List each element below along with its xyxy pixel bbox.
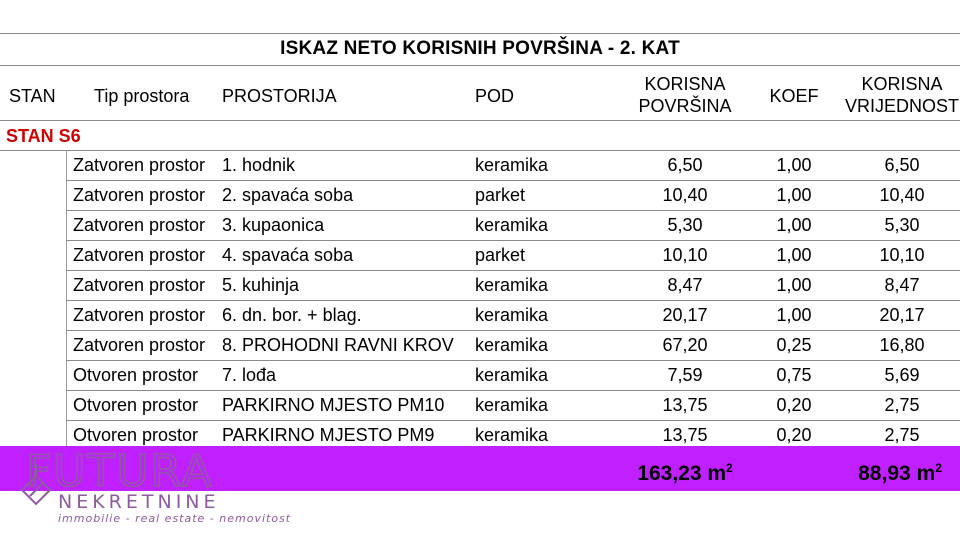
cell-pod: parket xyxy=(475,185,526,205)
total-vrijednost-value: 88,93 m xyxy=(858,462,936,485)
header-prostorija: PROSTORIJA xyxy=(222,86,337,106)
cell-korisna-povrsina: 20,17 xyxy=(662,305,708,325)
header-tip-prostora: Tip prostora xyxy=(94,86,190,106)
rule-title-bottom xyxy=(0,65,960,66)
cell-korisna-vrijednost: 5,69 xyxy=(884,365,920,385)
cell-korisna-vrijednost: 20,17 xyxy=(879,305,925,325)
cell-tip-prostora: Zatvoren prostor xyxy=(73,335,206,355)
cell-prostorija: 3. kupaonica xyxy=(222,215,325,235)
cell-koef: 0,20 xyxy=(776,395,812,415)
cell-korisna-povrsina: 13,75 xyxy=(662,425,708,445)
header-korisna-povrsina-line2: POVRŠINA xyxy=(638,96,732,116)
cell-tip-prostora: Zatvoren prostor xyxy=(73,305,206,325)
cell-korisna-vrijednost: 8,47 xyxy=(884,275,920,295)
cell-prostorija: 6. dn. bor. + blag. xyxy=(222,305,362,325)
cell-korisna-povrsina: 67,20 xyxy=(662,335,708,355)
cell-tip-prostora: Zatvoren prostor xyxy=(73,155,206,175)
cell-pod: keramika xyxy=(475,305,549,325)
cell-korisna-vrijednost: 2,75 xyxy=(884,425,920,445)
header-pod: POD xyxy=(475,86,515,106)
table-row xyxy=(0,270,960,300)
cell-tip-prostora: Otvoren prostor xyxy=(73,395,199,415)
total-povrsina-value: 163,23 m xyxy=(637,462,727,485)
total-korisna-povrsina xyxy=(610,446,760,491)
cell-prostorija: 5. kuhinja xyxy=(222,275,300,295)
page-title: ISKAZ NETO KORISNIH POVRŠINA - 2. KAT xyxy=(280,38,680,59)
cell-koef: 1,00 xyxy=(776,185,812,205)
header-korisna-vrijednost-line2: VRIJEDNOST xyxy=(844,96,959,116)
table-row xyxy=(0,150,960,180)
total-vrijednost-unit-sup: 2 xyxy=(935,461,942,475)
table-row xyxy=(0,360,960,390)
total-povrsina-unit-sup: 2 xyxy=(726,461,733,475)
cell-korisna-vrijednost: 10,10 xyxy=(879,245,925,265)
table-row xyxy=(0,390,960,420)
cell-prostorija: 1. hodnik xyxy=(222,155,296,175)
cell-koef: 1,00 xyxy=(776,275,812,295)
cell-tip-prostora: Zatvoren prostor xyxy=(73,275,206,295)
cell-korisna-povrsina: 5,30 xyxy=(667,215,703,235)
cell-pod: keramika xyxy=(475,155,549,175)
table-row xyxy=(0,210,960,240)
cell-korisna-povrsina: 10,10 xyxy=(662,245,708,265)
rule-header-bottom xyxy=(0,120,960,121)
cell-pod: parket xyxy=(475,245,526,265)
cell-tip-prostora: Otvoren prostor xyxy=(73,365,199,385)
total-korisna-vrijednost xyxy=(830,446,960,491)
header-korisna-vrijednost xyxy=(840,73,960,117)
table-row xyxy=(0,240,960,270)
cell-tip-prostora: Otvoren prostor xyxy=(73,425,199,445)
cell-koef: 0,25 xyxy=(776,335,812,355)
cell-pod: keramika xyxy=(475,395,549,415)
header-korisna-povrsina xyxy=(620,73,750,117)
cell-prostorija: 4. spavaća soba xyxy=(222,245,354,265)
cell-koef: 1,00 xyxy=(776,245,812,265)
header-stan: STAN xyxy=(9,86,56,106)
cell-korisna-vrijednost: 6,50 xyxy=(884,155,920,175)
logo-word: FUTURA xyxy=(26,446,214,497)
cell-prostorija: PARKIRNO MJESTO PM10 xyxy=(222,395,445,415)
cell-pod: keramika xyxy=(475,365,549,385)
cell-korisna-povrsina: 13,75 xyxy=(662,395,708,415)
cell-korisna-povrsina: 8,47 xyxy=(667,275,703,295)
cell-korisna-povrsina: 7,59 xyxy=(667,365,703,385)
table-row xyxy=(0,180,960,210)
cell-prostorija: 7. lođa xyxy=(222,365,277,385)
cell-koef: 1,00 xyxy=(776,155,812,175)
cell-korisna-povrsina: 6,50 xyxy=(667,155,703,175)
cell-pod: keramika xyxy=(475,215,549,235)
cell-tip-prostora: Zatvoren prostor xyxy=(73,245,206,265)
cell-koef: 0,20 xyxy=(776,425,812,445)
cell-tip-prostora: Zatvoren prostor xyxy=(73,215,206,235)
header-korisna-povrsina-line1: KORISNA xyxy=(644,74,726,94)
cell-prostorija: 2. spavaća soba xyxy=(222,185,354,205)
logo-tagline: immobilie - real estate - nemovitost xyxy=(58,512,292,525)
cell-korisna-vrijednost: 2,75 xyxy=(884,395,920,415)
cell-korisna-vrijednost: 16,80 xyxy=(879,335,925,355)
cell-prostorija: PARKIRNO MJESTO PM9 xyxy=(222,425,435,445)
cell-koef: 1,00 xyxy=(776,215,812,235)
cell-tip-prostora: Zatvoren prostor xyxy=(73,185,206,205)
cell-pod: keramika xyxy=(475,335,549,355)
cell-koef: 0,75 xyxy=(776,365,812,385)
cell-koef: 1,00 xyxy=(776,305,812,325)
table-row xyxy=(0,300,960,330)
cell-prostorija: 8. PROHODNI RAVNI KROV xyxy=(222,335,454,355)
table-row xyxy=(0,330,960,360)
cell-korisna-vrijednost: 5,30 xyxy=(884,215,920,235)
cell-pod: keramika xyxy=(475,425,549,445)
cell-pod: keramika xyxy=(475,275,549,295)
logo-sub: NEKRETNINE xyxy=(58,491,220,513)
header-korisna-vrijednost-line1: KORISNA xyxy=(861,74,943,94)
header-koef: KOEF xyxy=(769,86,819,106)
cell-korisna-povrsina: 10,40 xyxy=(662,185,708,205)
cell-korisna-vrijednost: 10,40 xyxy=(879,185,925,205)
stan-label: STAN S6 xyxy=(6,126,81,146)
